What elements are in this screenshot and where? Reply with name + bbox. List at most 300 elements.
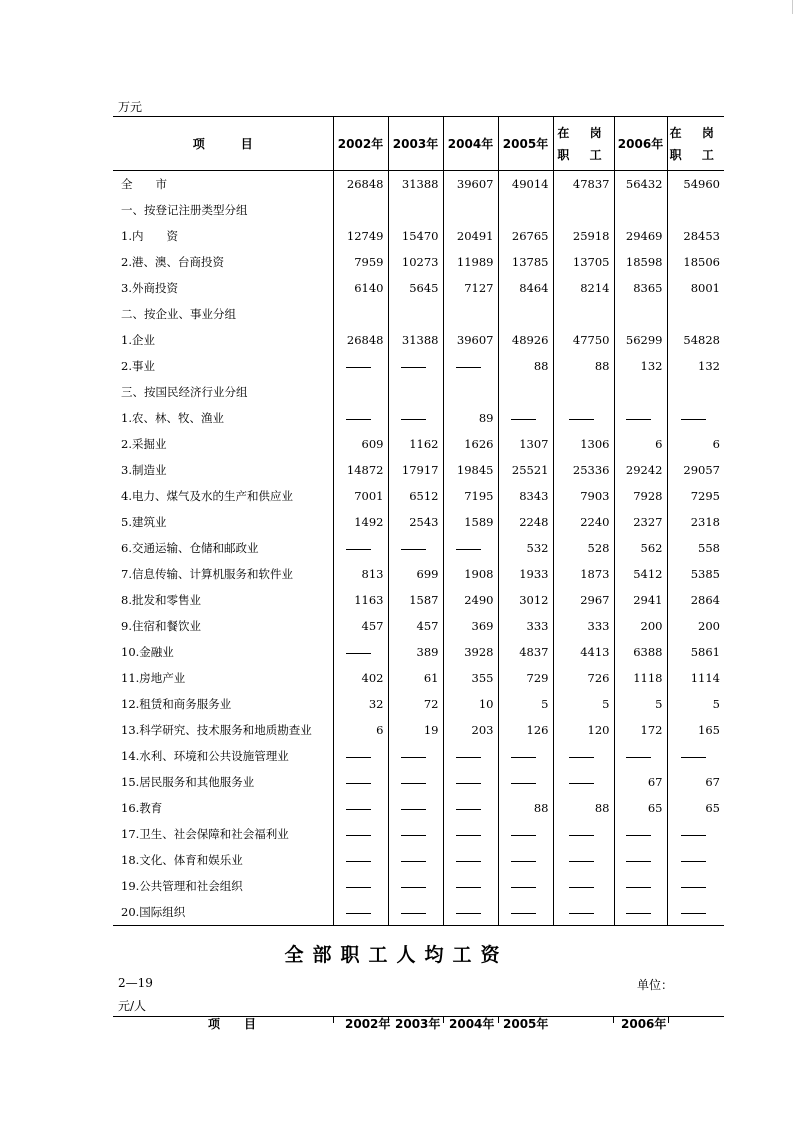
table-cell: 5	[667, 691, 724, 717]
table-row	[113, 639, 724, 665]
table-cell: 47837	[553, 171, 614, 198]
table-cell: 609	[333, 431, 388, 457]
table-cell	[667, 873, 724, 899]
table-cell: 26765	[498, 223, 553, 249]
table-row	[113, 561, 724, 587]
table-row	[113, 405, 724, 431]
column-header: 2004年	[449, 1017, 495, 1031]
dash-mark	[346, 757, 371, 758]
table-cell: 1114	[667, 665, 724, 691]
table-cell	[553, 197, 614, 223]
table-cell: 6	[614, 431, 667, 457]
table-cell: 19845	[443, 457, 498, 483]
table-cell	[498, 847, 553, 873]
table-cell: 8214	[553, 275, 614, 301]
table-cell: 165	[667, 717, 724, 743]
table-cell	[333, 353, 388, 379]
table-row	[113, 223, 724, 249]
table-cell: 3012	[498, 587, 553, 613]
column-rule	[498, 1017, 499, 1023]
dash-mark	[456, 835, 481, 836]
table-cell: 2967	[553, 587, 614, 613]
table-row	[113, 301, 724, 327]
table-cell: 15470	[388, 223, 443, 249]
table-cell	[667, 379, 724, 405]
table-cell: 5861	[667, 639, 724, 665]
table-row	[113, 795, 724, 821]
table-cell	[443, 847, 498, 873]
table-cell: 2941	[614, 587, 667, 613]
dash-mark	[511, 835, 536, 836]
table-cell: 1626	[443, 431, 498, 457]
wage-total-table	[113, 116, 724, 926]
unit-value: 元/人	[118, 999, 147, 1013]
table-cell: 65	[614, 795, 667, 821]
row-label: 1.农、林、牧、渔业	[121, 411, 224, 425]
table-cell	[553, 847, 614, 873]
table-row	[113, 379, 724, 405]
row-label: 10.金融业	[121, 645, 174, 659]
table-cell: 5645	[388, 275, 443, 301]
row-label: 4.电力、煤气及水的生产和供应业	[121, 489, 293, 503]
dash-mark	[456, 783, 481, 784]
table-cell: 31388	[388, 171, 443, 198]
table-cell	[667, 847, 724, 873]
table-cell: 7928	[614, 483, 667, 509]
table-cell	[333, 535, 388, 561]
table-cell: 5412	[614, 561, 667, 587]
table-cell: 1163	[333, 587, 388, 613]
table-cell: 29057	[667, 457, 724, 483]
dash-mark	[681, 887, 706, 888]
table-row	[113, 431, 724, 457]
row-label: 三、按国民经济行业分组	[121, 385, 248, 399]
table-cell: 10273	[388, 249, 443, 275]
table-cell: 7959	[333, 249, 388, 275]
table-row	[113, 587, 724, 613]
dash-mark	[346, 887, 371, 888]
table-cell: 19	[388, 717, 443, 743]
column-header: 在 岗 职 工	[553, 117, 614, 171]
table-cell: 48926	[498, 327, 553, 353]
dash-mark	[456, 757, 481, 758]
table-cell: 729	[498, 665, 553, 691]
table-cell: 17917	[388, 457, 443, 483]
row-label: 3.外商投资	[121, 281, 178, 295]
dash-mark	[511, 757, 536, 758]
dash-mark	[511, 783, 536, 784]
table-cell: 7195	[443, 483, 498, 509]
dash-mark	[346, 367, 371, 368]
dash-mark	[569, 913, 594, 914]
dash-mark	[511, 887, 536, 888]
table-cell: 72	[388, 691, 443, 717]
dash-mark	[626, 757, 651, 758]
unit-caption: 单位：	[637, 978, 674, 992]
table-cell: 1873	[553, 561, 614, 587]
table-cell: 1306	[553, 431, 614, 457]
dash-mark	[456, 809, 481, 810]
table-row	[113, 847, 724, 873]
table-cell: 49014	[498, 171, 553, 198]
row-label: 2.港、澳、台商投资	[121, 255, 224, 269]
row-label: 全 市	[121, 177, 167, 191]
table-cell: 5	[614, 691, 667, 717]
table-cell: 56299	[614, 327, 667, 353]
dash-mark	[401, 887, 426, 888]
table-cell	[498, 301, 553, 327]
table-cell	[498, 769, 553, 795]
table-cell	[553, 821, 614, 847]
table-cell: 26848	[333, 171, 388, 198]
dash-mark	[626, 913, 651, 914]
table-cell	[388, 379, 443, 405]
table-cell	[333, 899, 388, 926]
dash-mark	[346, 419, 371, 420]
dash-mark	[401, 913, 426, 914]
column-header: 项 目	[113, 117, 333, 171]
dash-mark	[569, 783, 594, 784]
table-cell	[388, 197, 443, 223]
table-cell: 7903	[553, 483, 614, 509]
table-cell: 88	[553, 353, 614, 379]
table-number: 2—19	[118, 976, 153, 990]
column-header: 2002年	[345, 1017, 391, 1031]
table-cell: 2490	[443, 587, 498, 613]
table-cell: 13785	[498, 249, 553, 275]
dash-mark	[681, 913, 706, 914]
table-cell	[614, 301, 667, 327]
table-cell: 6	[667, 431, 724, 457]
second-table-header	[113, 1016, 724, 1031]
row-label: 12.租赁和商务服务业	[121, 697, 232, 711]
table-cell: 200	[614, 613, 667, 639]
row-label: 8.批发和零售业	[121, 593, 201, 607]
row-label: 14.水利、环境和公共设施管理业	[121, 749, 289, 763]
table-cell	[333, 769, 388, 795]
table-cell	[553, 301, 614, 327]
table-cell: 7127	[443, 275, 498, 301]
row-label: 9.住宿和餐饮业	[121, 619, 201, 633]
table-cell: 333	[498, 613, 553, 639]
table-cell: 4837	[498, 639, 553, 665]
table-cell	[498, 405, 553, 431]
table-cell	[333, 795, 388, 821]
row-label: 1.内 资	[121, 229, 178, 243]
table-cell: 18506	[667, 249, 724, 275]
table-cell: 1162	[388, 431, 443, 457]
row-label: 13.科学研究、技术服务和地质勘查业	[121, 723, 312, 737]
table-cell: 39607	[443, 327, 498, 353]
table-cell	[388, 405, 443, 431]
dash-mark	[456, 887, 481, 888]
column-header: 2004年	[443, 117, 498, 171]
table-cell	[553, 379, 614, 405]
table-cell: 25521	[498, 457, 553, 483]
table-row	[113, 769, 724, 795]
table-cell	[498, 379, 553, 405]
dash-mark	[681, 757, 706, 758]
table-cell: 6512	[388, 483, 443, 509]
table-cell: 1118	[614, 665, 667, 691]
row-label: 5.建筑业	[121, 515, 167, 529]
row-label: 6.交通运输、仓储和邮政业	[121, 541, 259, 555]
row-label: 2.采掘业	[121, 437, 167, 451]
table-cell: 25918	[553, 223, 614, 249]
table-cell	[443, 795, 498, 821]
dash-mark	[511, 913, 536, 914]
table-cell	[667, 743, 724, 769]
table-cell: 402	[333, 665, 388, 691]
table-cell	[443, 379, 498, 405]
dash-mark	[511, 861, 536, 862]
table-cell: 2318	[667, 509, 724, 535]
table-row	[113, 483, 724, 509]
column-rule	[443, 1017, 444, 1023]
dash-mark	[569, 757, 594, 758]
column-header: 2003年	[395, 1017, 441, 1031]
column-rule	[333, 1017, 334, 1023]
table-cell: 132	[614, 353, 667, 379]
table-cell	[667, 821, 724, 847]
dash-mark	[346, 549, 371, 550]
dash-mark	[456, 913, 481, 914]
table-cell	[443, 899, 498, 926]
table-cell	[553, 743, 614, 769]
table-cell	[553, 873, 614, 899]
dash-mark	[346, 653, 371, 654]
table-cell: 11989	[443, 249, 498, 275]
table-cell: 32	[333, 691, 388, 717]
table-cell: 39607	[443, 171, 498, 198]
table-cell: 1933	[498, 561, 553, 587]
row-label: 17.卫生、社会保障和社会福利业	[121, 827, 289, 841]
dash-mark	[346, 809, 371, 810]
table-cell: 7295	[667, 483, 724, 509]
table-cell: 369	[443, 613, 498, 639]
table-cell	[614, 197, 667, 223]
table-cell: 7001	[333, 483, 388, 509]
table-cell	[388, 743, 443, 769]
table-cell	[498, 873, 553, 899]
table-cell: 88	[498, 795, 553, 821]
table-cell: 532	[498, 535, 553, 561]
table-cell	[614, 899, 667, 926]
table-row	[113, 275, 724, 301]
table-cell: 813	[333, 561, 388, 587]
table-row	[113, 665, 724, 691]
table-cell	[498, 899, 553, 926]
row-label: 19.公共管理和社会组织	[121, 879, 243, 893]
dash-mark	[569, 887, 594, 888]
table-cell	[553, 769, 614, 795]
table-cell	[443, 197, 498, 223]
table-cell	[333, 197, 388, 223]
table-row	[113, 717, 724, 743]
table-cell: 699	[388, 561, 443, 587]
row-label: 15.居民服务和其他服务业	[121, 775, 255, 789]
dash-mark	[626, 419, 651, 420]
table-cell: 126	[498, 717, 553, 743]
table-cell: 200	[667, 613, 724, 639]
table-cell: 14872	[333, 457, 388, 483]
table-cell: 2864	[667, 587, 724, 613]
table-cell: 20491	[443, 223, 498, 249]
table-cell: 5385	[667, 561, 724, 587]
table-cell	[388, 821, 443, 847]
table-cell: 5	[553, 691, 614, 717]
dash-mark	[456, 549, 481, 550]
table-cell	[388, 795, 443, 821]
table-cell: 1492	[333, 509, 388, 535]
table-row	[113, 171, 724, 198]
table-cell	[333, 847, 388, 873]
column-header: 项 目	[208, 1017, 257, 1031]
table-cell: 25336	[553, 457, 614, 483]
table-cell: 88	[553, 795, 614, 821]
table-cell: 54960	[667, 171, 724, 198]
table-cell: 2543	[388, 509, 443, 535]
table-cell	[614, 379, 667, 405]
table-cell	[498, 743, 553, 769]
table-cell: 10	[443, 691, 498, 717]
table-cell: 47750	[553, 327, 614, 353]
table-cell: 333	[553, 613, 614, 639]
table-cell	[388, 301, 443, 327]
table-cell: 61	[388, 665, 443, 691]
table-cell	[388, 899, 443, 926]
dash-mark	[569, 835, 594, 836]
dash-mark	[401, 549, 426, 550]
table-cell: 1589	[443, 509, 498, 535]
dash-mark	[511, 419, 536, 420]
table-cell	[333, 379, 388, 405]
row-label: 16.教育	[121, 801, 163, 815]
table-cell: 389	[388, 639, 443, 665]
table-cell: 13705	[553, 249, 614, 275]
table-cell: 203	[443, 717, 498, 743]
table-cell	[614, 873, 667, 899]
table-row	[113, 873, 724, 899]
row-label: 20.国际组织	[113, 899, 333, 926]
column-header: 2002年	[333, 117, 388, 171]
table-cell	[443, 743, 498, 769]
table-cell	[667, 301, 724, 327]
dash-mark	[346, 913, 371, 914]
table-cell: 12749	[333, 223, 388, 249]
table-row	[113, 509, 724, 535]
table-cell: 4413	[553, 639, 614, 665]
table-cell	[333, 873, 388, 899]
table-row	[113, 457, 724, 483]
table-cell: 355	[443, 665, 498, 691]
dash-mark	[626, 861, 651, 862]
table-cell: 8365	[614, 275, 667, 301]
table-cell: 6140	[333, 275, 388, 301]
column-header: 2006年	[614, 117, 667, 171]
column-rule	[668, 1017, 669, 1023]
table-cell: 29469	[614, 223, 667, 249]
table-cell: 726	[553, 665, 614, 691]
table-cell	[667, 405, 724, 431]
table-cell: 2240	[553, 509, 614, 535]
dash-mark	[401, 809, 426, 810]
row-label: 一、按登记注册类型分组	[121, 203, 248, 217]
dash-mark	[681, 835, 706, 836]
dash-mark	[569, 861, 594, 862]
column-header: 2005年	[503, 1017, 549, 1031]
table-cell	[553, 405, 614, 431]
unit-label: 万元	[118, 100, 143, 114]
table-cell: 1307	[498, 431, 553, 457]
table-body	[113, 171, 724, 926]
table-cell: 65	[667, 795, 724, 821]
dash-mark	[401, 419, 426, 420]
table-cell: 457	[333, 613, 388, 639]
table-cell: 2248	[498, 509, 553, 535]
table-cell: 8464	[498, 275, 553, 301]
row-label: 11.房地产业	[121, 671, 186, 685]
table-cell: 6	[333, 717, 388, 743]
table-cell	[498, 821, 553, 847]
table-row	[113, 899, 724, 926]
table-cell	[333, 743, 388, 769]
column-header: 2003年	[388, 117, 443, 171]
table-cell: 457	[388, 613, 443, 639]
table-cell: 67	[667, 769, 724, 795]
dash-mark	[681, 419, 706, 420]
table-cell: 54828	[667, 327, 724, 353]
table-cell: 120	[553, 717, 614, 743]
table-cell: 8001	[667, 275, 724, 301]
table-cell: 3928	[443, 639, 498, 665]
table-cell	[553, 899, 614, 926]
table-cell	[388, 847, 443, 873]
table-cell	[333, 821, 388, 847]
dash-mark	[401, 367, 426, 368]
dash-mark	[346, 835, 371, 836]
table-cell	[443, 301, 498, 327]
table-cell	[333, 405, 388, 431]
table-row	[113, 353, 724, 379]
table-cell	[388, 353, 443, 379]
table-cell	[498, 197, 553, 223]
table-cell	[443, 873, 498, 899]
row-label: 18.文化、体育和娱乐业	[121, 853, 243, 867]
table-row	[113, 535, 724, 561]
table-row	[113, 821, 724, 847]
column-rule	[388, 1017, 389, 1023]
dash-mark	[626, 835, 651, 836]
table-cell	[443, 821, 498, 847]
table-row	[113, 249, 724, 275]
table-cell	[443, 769, 498, 795]
table-header	[113, 117, 724, 171]
row-label: 1.企业	[121, 333, 155, 347]
table-cell	[614, 743, 667, 769]
table-cell: 28453	[667, 223, 724, 249]
dash-mark	[346, 861, 371, 862]
column-rule	[613, 1017, 614, 1023]
dash-mark	[346, 783, 371, 784]
table-cell	[333, 639, 388, 665]
dash-mark	[456, 367, 481, 368]
table-cell: 89	[443, 405, 498, 431]
table-row	[113, 197, 724, 223]
table-cell: 172	[614, 717, 667, 743]
table-cell: 562	[614, 535, 667, 561]
table-cell: 8343	[498, 483, 553, 509]
